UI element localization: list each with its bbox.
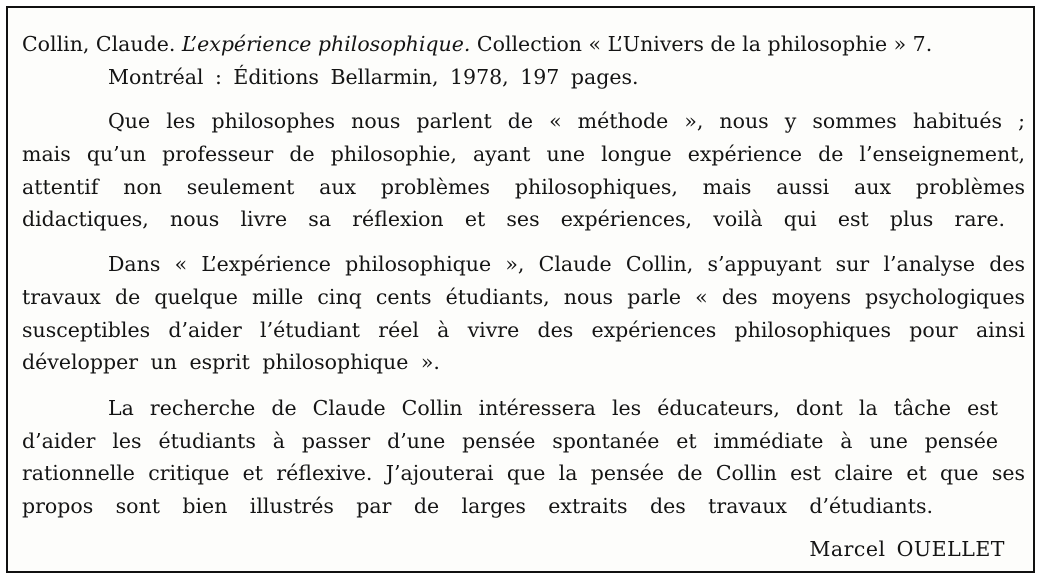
citation-publication: Montréal : Éditions Bellarmin, 1978, 197 pages. xyxy=(108,65,639,89)
review-page xyxy=(6,6,1035,573)
citation-collection: Collection « L’Univers de la philosophie » 7. xyxy=(476,32,933,56)
paragraph-2-line-3: susceptibles d’aider l’étudiant réel à vivre des expériences philosophiques pour ainsi xyxy=(22,318,1025,342)
paragraph-3-line-1: La recherche de Claude Collin intéressera les éducateurs, dont la tâche est xyxy=(108,396,998,420)
paragraph-2-line-1: Dans « L’expérience philosophique », Claude Collin, s’appuyant sur l’analyse des xyxy=(108,252,1025,276)
paragraph-3-line-4: propos sont bien illustrés par de larges extraits des travaux d’étudiants. xyxy=(22,494,933,518)
paragraph-1-line-2: mais qu’un professeur de philosophie, ayant une longue expérience de l’enseignement, xyxy=(22,142,1025,166)
paragraph-1-line-4: didactiques, nous livre sa réflexion et ses expériences, voilà qui est plus rare. xyxy=(22,207,1005,231)
citation-author: Collin, Claude. xyxy=(22,32,176,56)
citation-title: L’expérience philosophique. xyxy=(181,32,471,56)
paragraph-1-line-3: attentif non seulement aux problèmes philosophiques, mais aussi aux problèmes xyxy=(22,175,1025,199)
paragraph-1-line-1: Que les philosophes nous parlent de « méthode », nous y sommes habitués ; xyxy=(108,109,1025,133)
citation-line-1 xyxy=(22,32,1025,56)
paragraph-2-line-2: travaux de quelque mille cinq cents étudiants, nous parle « des moyens psychologiques xyxy=(22,285,1025,309)
signature: Marcel OUELLET xyxy=(809,537,1005,561)
paragraph-3-line-3: rationnelle critique et réflexive. J’ajouterai que la pensée de Collin est claire et que ses xyxy=(22,461,1025,485)
paragraph-2-line-4: développer un esprit philosophique ». xyxy=(22,350,440,374)
paragraph-3-line-2: d’aider les étudiants à passer d’une pensée spontanée et immédiate à une pensée xyxy=(22,429,998,453)
